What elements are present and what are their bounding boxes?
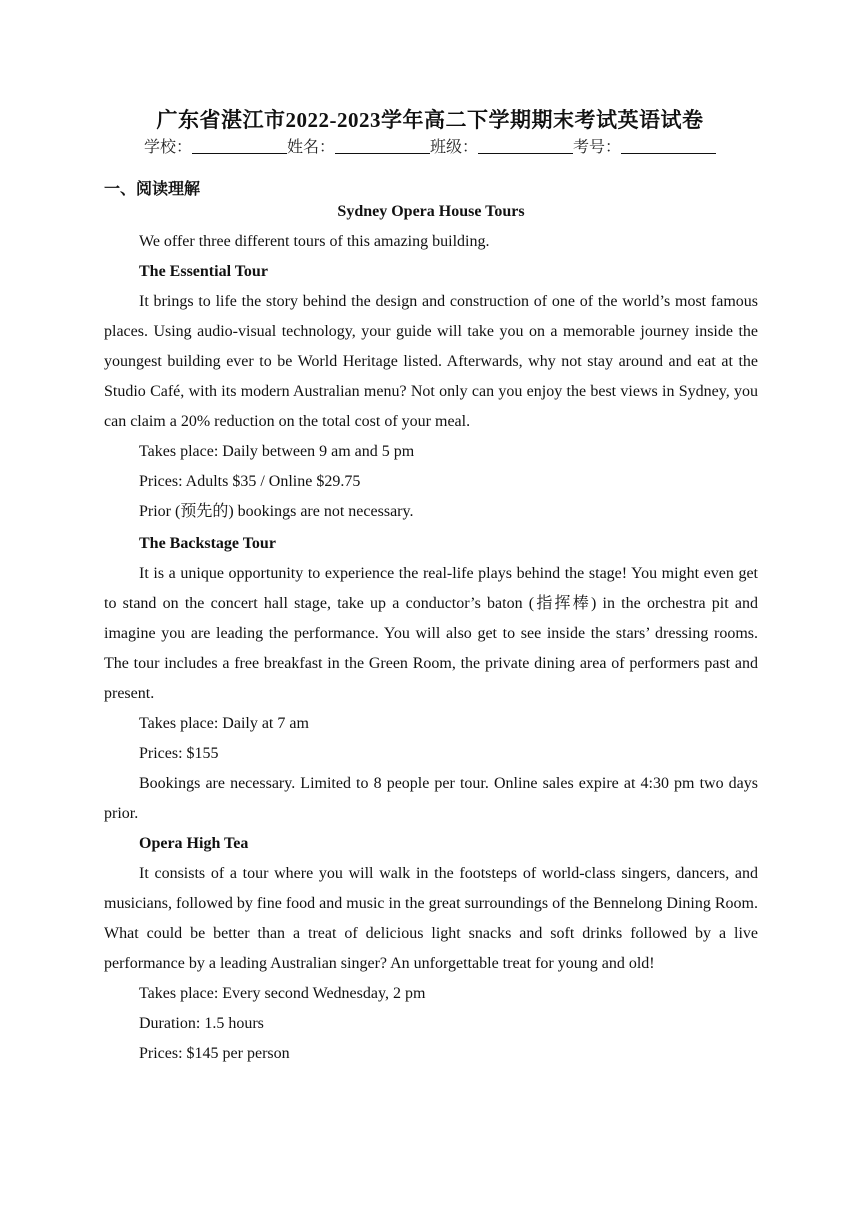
passage-intro: We offer three different tours of this amazing building.	[139, 233, 490, 250]
essential-tour-body: It brings to life the story behind the design and construction of one of the world’s most famous places. Using audio-visual technology, your guide will take you on a memorable journey inside the youngest building ever to be World Heritage listed. Afterwards, why not stay around and eat at the Studio Café, with its modern Australian menu? Not only can you enjoy the best views in Sydney, you can claim a 20% reduction on the total cost of your meal.	[104, 293, 758, 430]
passage	[104, 197, 758, 1069]
high-tea-time: Takes place: Every second Wednesday, 2 pm	[139, 985, 426, 1002]
essential-tour-note: Prior (预先的) bookings are not necessary.	[139, 503, 414, 520]
class-blank[interactable]	[478, 139, 573, 154]
school-label: 学校：	[143, 139, 192, 156]
name-blank[interactable]	[335, 139, 430, 154]
section-heading: 一、阅读理解	[104, 181, 201, 198]
essential-tour-prices: Prices: Adults $35 / Online $29.75	[139, 473, 361, 490]
page-title: 广东省湛江市2022-2023学年高二下学期期末考试英语试卷	[156, 108, 704, 132]
school-blank[interactable]	[192, 139, 287, 154]
name-label: 姓名：	[286, 139, 335, 156]
class-label: 班级：	[430, 139, 479, 156]
backstage-tour-heading: The Backstage Tour	[139, 535, 276, 552]
essential-tour-time: Takes place: Daily between 9 am and 5 pm	[139, 443, 415, 460]
backstage-tour-prices: Prices: $155	[139, 745, 219, 762]
id-blank[interactable]	[621, 139, 716, 154]
student-info-line	[0, 134, 860, 157]
backstage-tour-body: It is a unique opportunity to experience the real-life plays behind the stage! You might even get to stand on the concert hall stage, take up a conductor’s baton (指挥棒) in the orchestra pit and imagine you are leading the performance. You will also get to see inside the stars’ dressing rooms. The tour includes a free breakfast in the Green Room, the private dining area of performers past and present.	[104, 565, 758, 702]
high-tea-duration: Duration: 1.5 hours	[139, 1015, 264, 1032]
passage-title: Sydney Opera House Tours	[337, 203, 525, 220]
high-tea-prices: Prices: $145 per person	[139, 1045, 290, 1062]
backstage-tour-time: Takes place: Daily at 7 am	[139, 715, 309, 732]
id-label: 考号：	[573, 139, 622, 156]
backstage-tour-note: Bookings are necessary. Limited to 8 people per tour. Online sales expire at 4:30 pm two days prior.	[104, 775, 758, 822]
high-tea-heading: Opera High Tea	[139, 835, 249, 852]
high-tea-body: It consists of a tour where you will walk in the footsteps of world-class singers, dancers, and musicians, followed by fine food and music in the great surroundings of the Bennelong Dining Room. What could be better than a treat of delicious light snacks and soft drinks followed by a live performance by a leading Australian singer? An unforgettable treat for young and old!	[104, 865, 758, 972]
essential-tour-heading: The Essential Tour	[139, 263, 268, 280]
